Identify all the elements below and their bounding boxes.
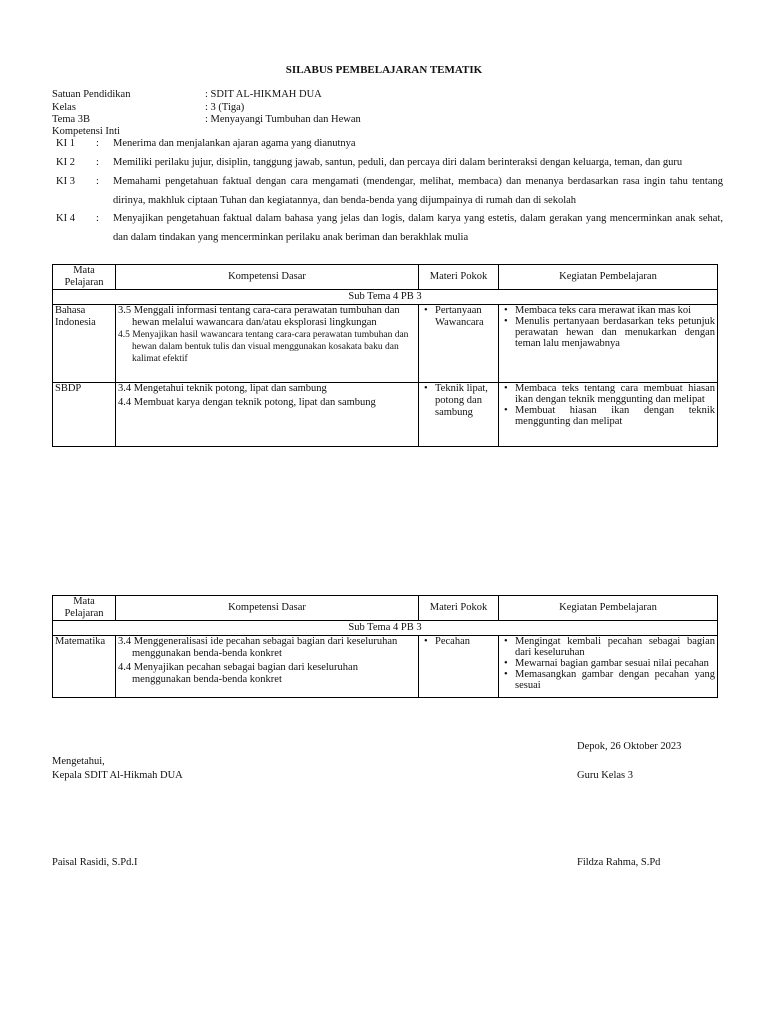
kegiatan-item: • Membaca teks cara merawat ikan mas koi (501, 305, 715, 316)
mapel-cell: Matematika (53, 636, 116, 698)
ki-1-colon: : (96, 138, 99, 149)
kd-item: 4.5 Menyajikan hasil wawancara tentang cara-cara perawatan tumbuhan dan hewan dalam bentuk tulis dan visual menggunakan kosakata baku dan kalimat efektif (118, 330, 409, 364)
materi-item: • Teknik lipat, potong dan sambung (421, 383, 496, 419)
header-kd: Kompetensi Dasar (116, 596, 419, 621)
identity-label-kelas: Kelas (52, 102, 76, 113)
subtema-label: Sub Tema 4 PB 3 (53, 621, 718, 636)
kegiatan-item: • Menulis pertanyaan berdasarkan teks petunjuk perawatan hewan dan menukarkan dengan teman lalu menjawabnya (501, 316, 715, 349)
identity-value-satuan: : SDIT AL-HIKMAH DUA (205, 89, 322, 100)
identity-value-kelas: : 3 (Tiga) (205, 102, 245, 113)
place-date: Depok, 26 Oktober 2023 (577, 741, 682, 752)
kd-cell (116, 383, 419, 447)
kd-cell (116, 305, 419, 383)
ki-4-colon: : (96, 213, 99, 224)
subtema-row (53, 290, 718, 305)
kegiatan-cell (499, 305, 718, 383)
identity-label-tema: Tema 3B (52, 114, 91, 125)
ki-3-text: Memahami pengetahuan faktual dengan cara mengamati (mendengar, melihat, membaca) dan menanya berdasarkan rasa ingin tahu tentang dirinya, makhluk ciptaan Tuhan dan kegiatannya, dan benda-benda yang dijumpainya di rumah dan di sekolah (113, 176, 723, 206)
kegiatan-item: • Mewarnai bagian gambar sesuai nilai pecahan (501, 658, 715, 669)
ki-2-label: KI 2 (56, 157, 75, 168)
header-kegiatan: Kegiatan Pembelajaran (499, 265, 718, 290)
kd-item: 3.5 Menggali informasi tentang cara-cara perawatan tumbuhan dan hewan melalui wawancara dan/atau eksplorasi lingkungan (118, 305, 400, 328)
kd-item: 4.4 Membuat karya dengan teknik potong, lipat dan sambung (118, 397, 376, 408)
ki-3-colon: : (96, 176, 99, 187)
ki-1-text: Menerima dan menjalankan ajaran agama yang dianutnya (113, 138, 356, 149)
materi-cell (419, 305, 499, 383)
table-header-row (53, 596, 718, 621)
kepala-sekolah-title: Kepala SDIT Al-Hikmah DUA (52, 770, 183, 781)
kegiatan-cell (499, 636, 718, 698)
header-materi: Materi Pokok (419, 596, 499, 621)
header-materi: Materi Pokok (419, 265, 499, 290)
header-mapel: Mata Pelajaran (53, 265, 116, 290)
mapel-cell: Bahasa Indonesia (53, 305, 116, 383)
mengetahui-label: Mengetahui, (52, 756, 105, 767)
kegiatan-cell (499, 383, 718, 447)
kd-item: 3.4 Menggeneralisasi ide pecahan sebagai bagian dari keseluruhan menggunakan benda-benda konkret (118, 636, 398, 659)
kd-item: 4.4 Menyajikan pecahan sebagai bagian dari keseluruhan menggunakan benda-benda konkret (118, 662, 358, 685)
subtema-label: Sub Tema 4 PB 3 (53, 290, 718, 305)
materi-cell (419, 636, 499, 698)
kegiatan-item: • Membuat hiasan ikan dengan teknik menggunting dan melipat (501, 405, 715, 427)
ki-4-label: KI 4 (56, 213, 75, 224)
document-title: SILABUS PEMBELAJARAN TEMATIK (285, 64, 483, 76)
materi-item: • Pertanyaan Wawancara (421, 305, 496, 329)
header-kd: Kompetensi Dasar (116, 265, 419, 290)
ki-4-text: Menyajikan pengetahuan faktual dalam bahasa yang jelas dan logis, dalam karya yang estetis, dalam gerakan yang mencerminkan anak sehat, dan dalam tindakan yang mencerminkan perilaku anak beriman dan berakhlak mulia (113, 213, 723, 243)
kegiatan-item: • Membaca teks tentang cara membuat hiasan ikan dengan teknik menggunting dan melipat (501, 383, 715, 405)
syllabus-table-2 (52, 595, 718, 698)
table-row (53, 305, 718, 383)
table-row (53, 383, 718, 447)
kepala-sekolah-name: Paisal Rasidi, S.Pd.I (52, 857, 138, 868)
kegiatan-item: • Memasangkan gambar dengan pecahan yang sesuai (501, 669, 715, 691)
ki-2-text: Memiliki perilaku jujur, disiplin, tanggung jawab, santun, peduli, dan percaya diri dalam berinteraksi dengan keluarga, teman, dan guru (113, 157, 683, 168)
table-row (53, 636, 718, 698)
header-kegiatan: Kegiatan Pembelajaran (499, 596, 718, 621)
subtema-row (53, 621, 718, 636)
ki-1-label: KI 1 (56, 138, 75, 149)
table-header-row (53, 265, 718, 290)
kd-item: 3.4 Mengetahui teknik potong, lipat dan sambung (118, 383, 327, 394)
guru-kelas-title: Guru Kelas 3 (577, 770, 633, 781)
mapel-cell: SBDP (53, 383, 116, 447)
materi-cell (419, 383, 499, 447)
kompetensi-inti-label: Kompetensi Inti (52, 126, 120, 137)
guru-kelas-name: Fildza Rahma, S.Pd (577, 857, 661, 868)
materi-item: • Pecahan (421, 636, 496, 648)
kegiatan-item: • Mengingat kembali pecahan sebagai bagian dari keseluruhan (501, 636, 715, 658)
header-mapel: Mata Pelajaran (53, 596, 116, 621)
identity-value-tema: : Menyayangi Tumbuhan dan Hewan (205, 114, 361, 125)
ki-3-label: KI 3 (56, 176, 75, 187)
ki-2-colon: : (96, 157, 99, 168)
syllabus-table-1 (52, 264, 718, 447)
identity-label-satuan: Satuan Pendidikan (52, 89, 131, 100)
kd-cell (116, 636, 419, 698)
